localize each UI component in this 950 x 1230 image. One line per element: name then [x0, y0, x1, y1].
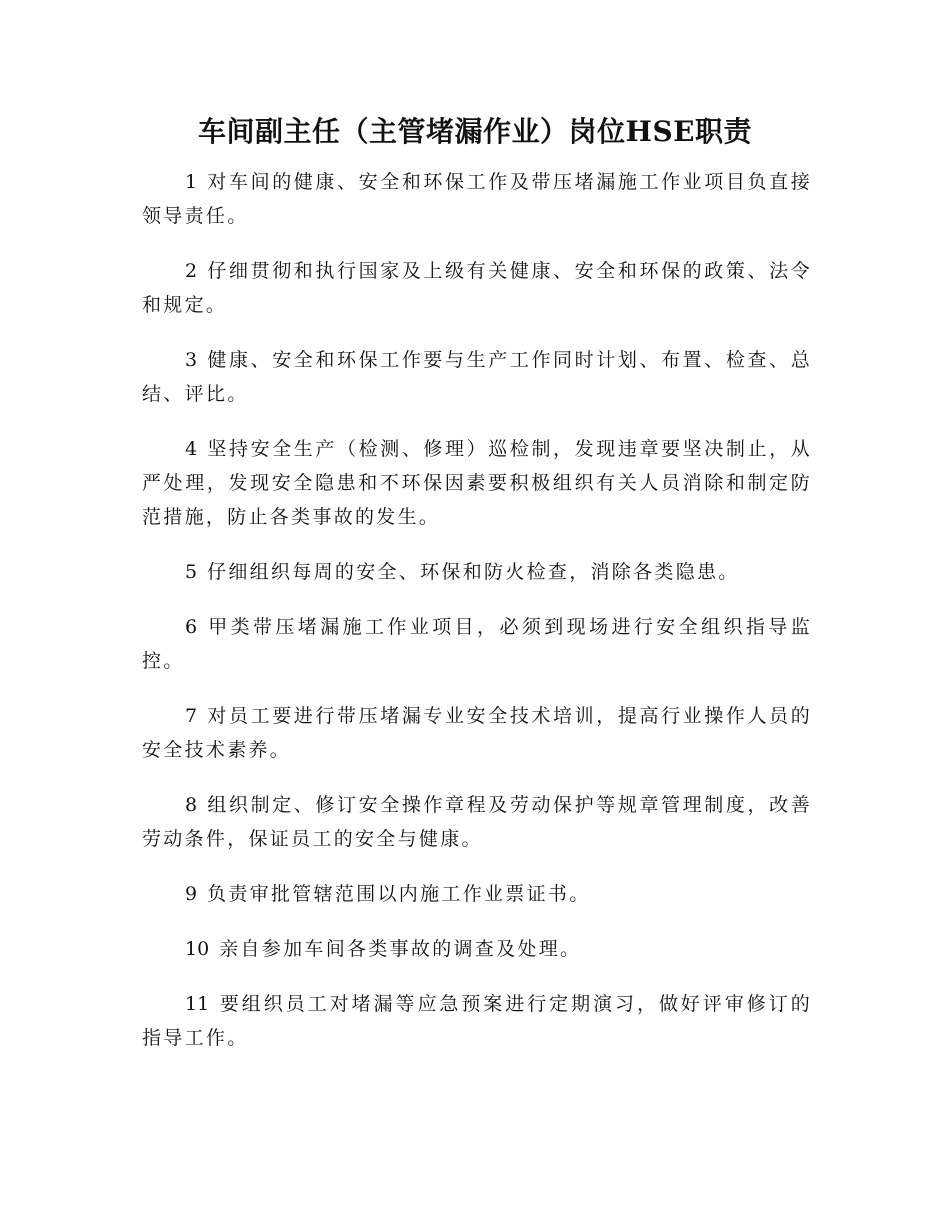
item-text: 对车间的健康、安全和环保工作及带压堵漏施工作业项目负直接领导责任。	[142, 171, 812, 227]
item-text: 健康、安全和环保工作要与生产工作同时计划、布置、检查、总结、评比。	[142, 349, 812, 405]
item-number: 2	[185, 260, 198, 282]
duty-item-6	[142, 610, 812, 678]
item-number: 7	[185, 705, 198, 727]
duty-item-10	[142, 932, 812, 966]
item-text: 仔细组织每周的安全、环保和防火检查，消除各类隐患。	[207, 561, 740, 583]
duty-item-7	[142, 699, 812, 767]
item-text: 甲类带压堵漏施工作业项目，必须到现场进行安全组织指导监控。	[142, 616, 812, 672]
item-number: 10	[185, 938, 210, 960]
item-number: 1	[185, 171, 198, 193]
duty-item-9	[142, 877, 812, 911]
item-text: 要组织员工对堵漏等应急预案进行定期演习，做好评审修订的指导工作。	[142, 993, 812, 1049]
item-text: 亲自参加车间各类事故的调查及处理。	[219, 938, 582, 960]
item-number: 4	[185, 438, 198, 460]
duty-item-5	[142, 555, 812, 589]
duty-item-3	[142, 343, 812, 411]
duty-item-11	[142, 987, 812, 1055]
item-text: 坚持安全生产（检测、修理）巡检制，发现违章要坚决制止，从严处理，发现安全隐患和不环保因素要积极组织有关人员消除和制定防范措施，防止各类事故的发生。	[142, 438, 812, 528]
item-number: 11	[185, 993, 210, 1015]
duty-list	[142, 165, 812, 1076]
item-number: 6	[185, 616, 198, 638]
duty-item-8	[142, 788, 812, 856]
item-text: 负责审批管辖范围以内施工作业票证书。	[207, 883, 591, 905]
duty-item-1	[142, 165, 812, 233]
item-text: 仔细贯彻和执行国家及上级有关健康、安全和环保的政策、法令和规定。	[142, 260, 812, 316]
item-number: 3	[185, 349, 198, 371]
item-text: 组织制定、修订安全操作章程及劳动保护等规章管理制度，改善劳动条件，保证员工的安全与健康。	[142, 794, 812, 850]
duty-item-2	[142, 254, 812, 322]
duty-item-4	[142, 432, 812, 534]
item-number: 9	[185, 883, 198, 905]
item-text: 对员工要进行带压堵漏专业安全技术培训，提高行业操作人员的安全技术素养。	[142, 705, 812, 761]
item-number: 5	[185, 561, 198, 583]
page-title: 车间副主任（主管堵漏作业）岗位HSE职责	[197, 115, 753, 148]
item-number: 8	[185, 794, 198, 816]
